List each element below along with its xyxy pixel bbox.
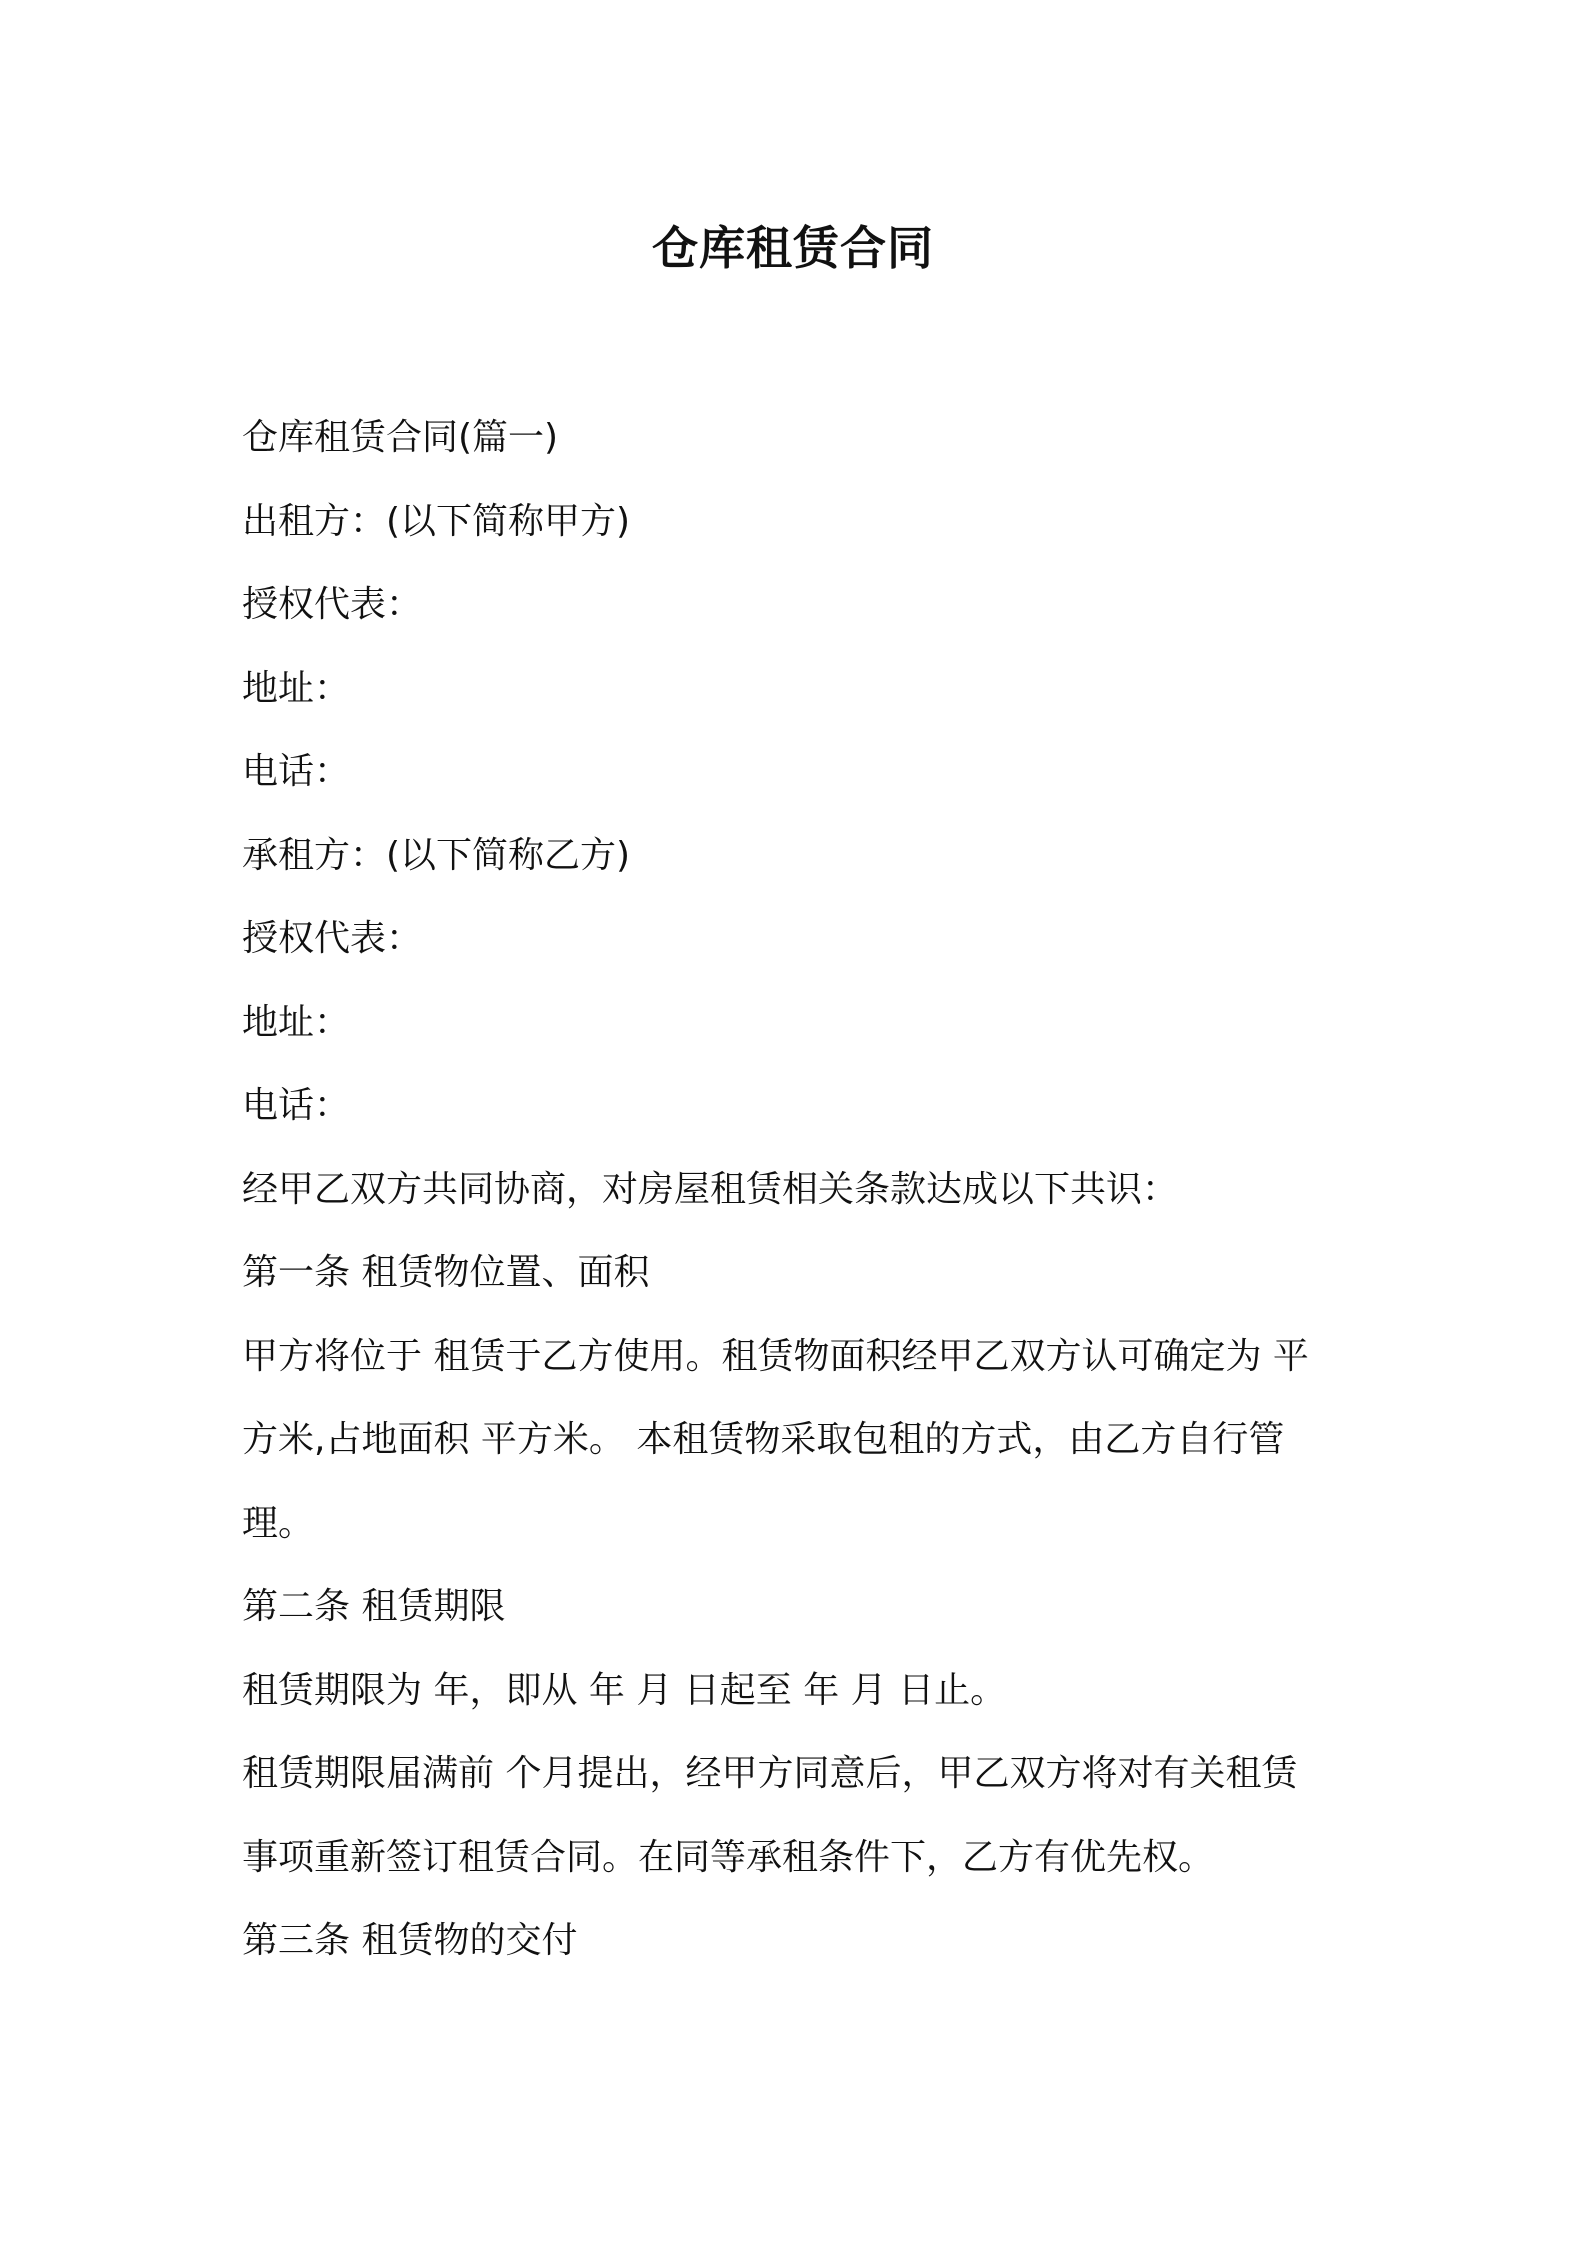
document-body	[242, 396, 1362, 1983]
article-3-heading: 第三条 租赁物的交付	[242, 1920, 578, 1961]
article-1-text-line-3: 理。	[242, 1502, 315, 1544]
article-1-text-line-1: 甲方将位于 租赁于乙方使用。租赁物面积经甲乙双方认可确定为 平	[242, 1335, 1309, 1377]
article-2-text-line-3: 事项重新签订租赁合同。在同等承租条件下，乙方有优先权。	[242, 1836, 1215, 1878]
lessee-address-line: 地址：	[242, 1001, 351, 1043]
lessor-representative-line: 授权代表：	[242, 584, 423, 625]
article-2-heading: 第二条 租赁期限	[242, 1586, 506, 1627]
lessor-phone-line: 电话：	[242, 751, 351, 792]
lessee-representative-line: 授权代表：	[242, 918, 423, 959]
article-2-text-line-2: 租赁期限届满前 个月提出，经甲方同意后，甲乙双方将对有关租赁	[242, 1753, 1298, 1794]
subtitle-line: 仓库租赁合同(篇一)	[242, 417, 559, 458]
article-2-text-line-1: 租赁期限为 年，即从 年 月 日起至 年 月 日止。	[242, 1669, 1007, 1711]
lessor-address-line: 地址：	[242, 667, 351, 709]
lessee-phone-line: 电话：	[242, 1085, 351, 1126]
consensus-line: 经甲乙双方共同协商，对房屋租赁相关条款达成以下共识：	[242, 1168, 1179, 1210]
document-title: 仓库租赁合同	[652, 221, 934, 275]
article-1-text-line-2: 方米,占地面积 平方米。 本租赁物采取包租的方式，由乙方自行管	[242, 1419, 1285, 1460]
lessor-line: 出租方：(以下简称甲方)	[242, 500, 631, 542]
article-1-heading: 第一条 租赁物位置、面积	[242, 1252, 650, 1293]
lessee-line: 承租方：(以下简称乙方)	[242, 834, 631, 876]
